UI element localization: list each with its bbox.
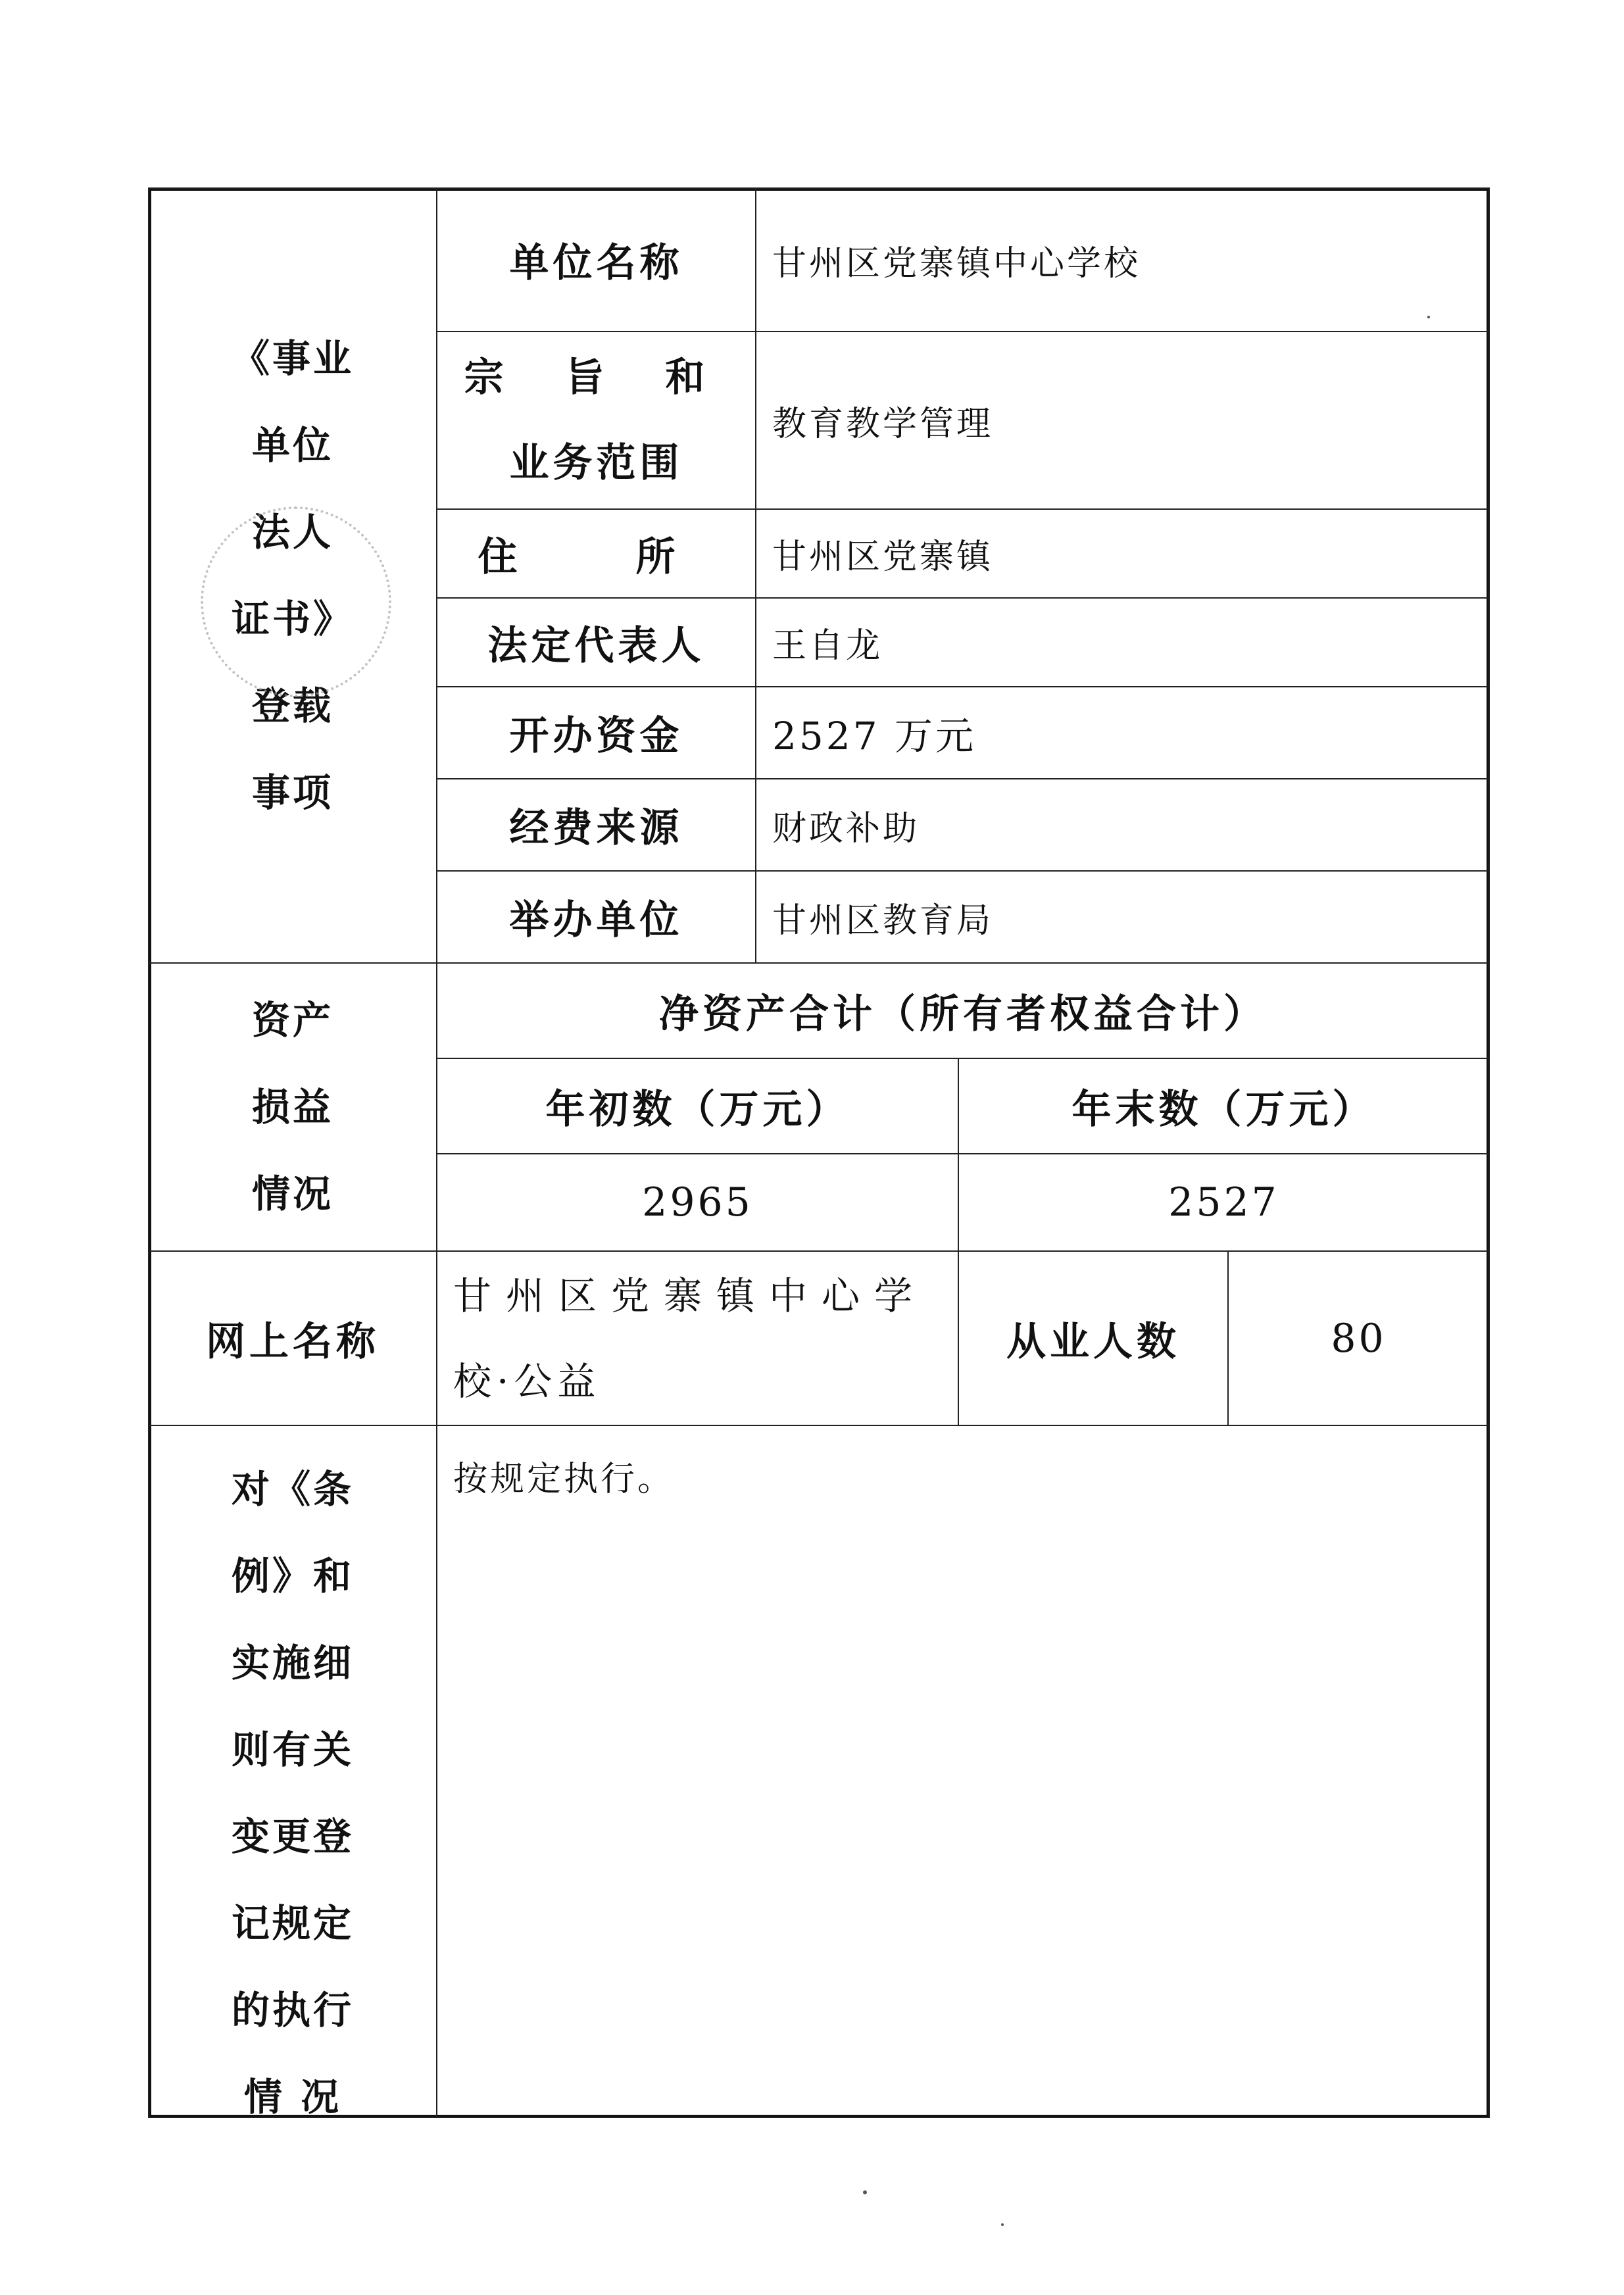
online-name-value-cell [436, 1250, 959, 1426]
online-name-line: 校·公益 [453, 1358, 601, 1404]
year-start-value-cell [436, 1153, 959, 1252]
compliance-label [232, 1426, 354, 2140]
compliance-label-line: 的执行 [231, 1988, 354, 2033]
staff-count-label-cell [958, 1250, 1229, 1426]
year-start-header-cell [436, 1058, 959, 1154]
compliance-label-line: 例》和 [231, 1554, 354, 1598]
certificate-label-line: 单位 [251, 423, 333, 468]
compliance-label-cell [148, 1425, 437, 2118]
net-assets-header: 净资产合计（所有者权益合计） [659, 991, 1267, 1037]
year-end-value-cell [958, 1153, 1490, 1252]
funds-label: 开办资金 [509, 713, 683, 759]
net-assets-header-cell [436, 962, 1490, 1059]
sponsor-label: 举办单位 [509, 897, 683, 943]
funding-source-label: 经费来源 [509, 805, 683, 851]
purpose-value: 教育教学管理 [772, 404, 994, 444]
address-value: 甘州区党寨镇 [772, 537, 994, 577]
purpose-label-cell [436, 331, 756, 510]
year-end-header: 年末数（万元） [1071, 1086, 1376, 1133]
staff-count-value: 80 [1331, 1315, 1387, 1362]
compliance-label-line: 情 况 [243, 2075, 342, 2119]
purpose-value-cell [755, 331, 1490, 510]
unit-name-value: 甘州区党寨镇中心学校 [772, 243, 1141, 284]
purpose-label [464, 335, 729, 506]
scan-speck [1001, 2223, 1004, 2226]
address-label: 住 所 [478, 533, 715, 580]
scan-speck [863, 2190, 867, 2194]
address-label-cell [436, 508, 756, 599]
assets-label-line: 损益 [251, 1085, 333, 1129]
certificate-label-line: 法人 [251, 510, 333, 555]
legal-rep-value-cell [755, 597, 1490, 687]
assets-label [252, 977, 333, 1237]
year-start-header: 年初数（万元） [545, 1086, 850, 1133]
legal-rep-label: 法定代表人 [487, 622, 705, 669]
funding-source-value-cell [755, 778, 1490, 872]
unit-name-label: 单位名称 [509, 240, 683, 286]
online-name-value [437, 1253, 927, 1424]
legal-rep-value: 王自龙 [772, 626, 883, 666]
year-start-value: 2965 [642, 1179, 753, 1225]
funding-source-value: 财政补助 [772, 808, 920, 849]
legal-rep-label-cell [436, 597, 756, 687]
unit-name-label-cell [436, 187, 756, 332]
compliance-label-line: 实施细 [231, 1641, 354, 1685]
faded-seal-stamp [201, 506, 391, 697]
funds-label-cell [436, 686, 756, 779]
purpose-label-line: 宗 旨 和 [464, 355, 729, 401]
compliance-content: 按规定执行。 [453, 1460, 675, 1499]
assets-label-cell [148, 962, 437, 1252]
year-end-header-cell [958, 1058, 1490, 1154]
online-name-label: 网上名称 [206, 1318, 380, 1365]
sponsor-label-cell [436, 870, 756, 964]
assets-label-line: 资产 [251, 998, 333, 1043]
year-end-value: 2527 [1168, 1179, 1279, 1225]
scan-speck [1427, 316, 1430, 318]
online-name-label-cell [148, 1250, 437, 1426]
certificate-label-line: 《事业 [231, 336, 354, 381]
assets-label-line: 情况 [251, 1172, 333, 1216]
sponsor-value-cell [755, 870, 1490, 964]
compliance-label-line: 变更登 [231, 1814, 354, 1859]
compliance-label-line: 则有关 [231, 1727, 354, 1772]
compliance-label-line: 对《条 [231, 1467, 354, 1512]
compliance-content-cell [436, 1425, 1490, 2118]
purpose-label-line: 业务范围 [509, 440, 683, 486]
certificate-label-line: 证书》 [231, 597, 354, 641]
staff-count-label: 从业人数 [1006, 1318, 1180, 1365]
compliance-label-line: 记规定 [231, 1901, 354, 1946]
unit-name-value-cell [755, 187, 1490, 332]
sponsor-value: 甘州区教育局 [772, 901, 994, 941]
funding-source-label-cell [436, 778, 756, 872]
certificate-label-line: 事项 [251, 770, 333, 815]
funds-value: 2527 万元 [772, 714, 977, 758]
funds-value-cell [755, 686, 1490, 779]
staff-count-value-cell [1227, 1250, 1490, 1426]
certificate-label-line: 登载 [251, 683, 333, 728]
online-name-line: 甘州区党寨镇中心学 [453, 1273, 927, 1318]
address-value-cell [755, 508, 1490, 599]
